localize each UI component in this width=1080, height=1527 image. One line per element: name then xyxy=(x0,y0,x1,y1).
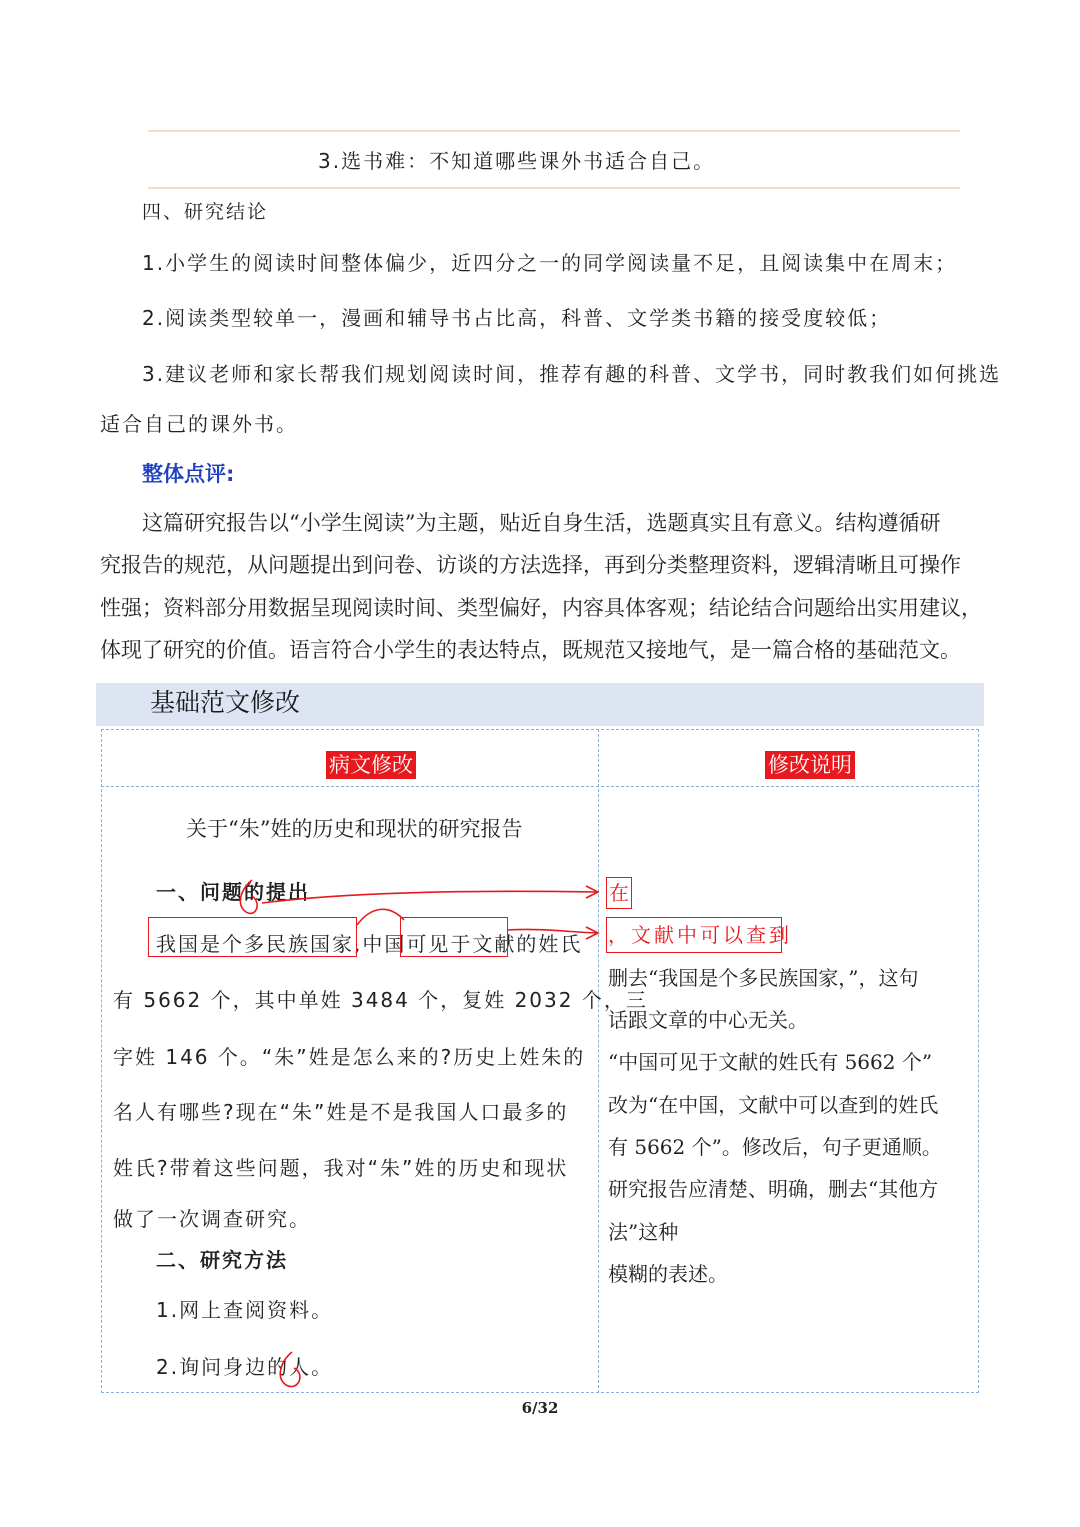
note-line: 有 5662 个”。修改后，句子更通顺。 xyxy=(608,1135,942,1159)
review-line: 这篇研究报告以“小学生阅读”为主题，贴近自身生活，选题真实且有意义。结构遵循研 xyxy=(142,511,941,535)
essay-line: 姓氏?带着这些问题，我对“朱”姓的历史和现状 xyxy=(113,1156,569,1180)
note-line: 研究报告应清楚、明确，删去“其他方 xyxy=(608,1177,939,1201)
essay-line: 有 5662 个，其中单姓 3484 个，复姓 2032 个，三 xyxy=(113,988,648,1012)
conclusion-item: 1.小学生的阅读时间整体偏少，近四分之一的同学阅读量不足，且阅读集中在周末； xyxy=(142,251,958,275)
note-line: 法”这种 xyxy=(608,1220,679,1244)
review-line: 体现了研究的价值。语言符合小学生的表达特点，既规范又接地气，是一篇合格的基础范文。 xyxy=(100,638,961,662)
note-line: 话跟文章的中心无关。 xyxy=(608,1008,808,1032)
left-column-header: 病文修改 xyxy=(326,751,416,779)
link-curve xyxy=(357,909,404,925)
correction-squiggle xyxy=(280,1352,300,1387)
method-item: 2.询问身边的人。 xyxy=(156,1355,334,1379)
difficulty-item: 3.选书难：不知道哪些课外书适合自己。 xyxy=(318,149,716,173)
insert-arrow xyxy=(262,891,596,903)
right-column-header: 修改说明 xyxy=(765,751,855,779)
replacement-text: ，文献中可以查到 xyxy=(608,923,792,947)
page-number: 6/32 xyxy=(521,1399,559,1417)
insert-text: 在 xyxy=(609,881,632,905)
review-line: 究报告的规范，从问题提出到问卷、访谈的方法选择，再到分类整理资料，逻辑清晰且可操作 xyxy=(100,553,961,577)
conclusion-heading: 四、研究结论 xyxy=(142,201,269,223)
essay-line: 我国是个多民族国家,中国可见于文献的姓氏 xyxy=(156,932,583,956)
essay-title: 关于“朱”姓的历史和现状的研究报告 xyxy=(186,817,523,841)
delete-squiggle xyxy=(240,880,257,913)
method-item: 1.网上查阅资料。 xyxy=(156,1298,334,1322)
review-line: 性强；资料部分用数据呈现阅读时间、类型偏好，内容具体客观；结论结合问题给出实用建议， xyxy=(100,596,982,620)
review-heading: 整体点评: xyxy=(142,462,235,486)
note-line: 删去“我国是个多民族国家，”，这句 xyxy=(608,966,919,990)
conclusion-item: 适合自己的课外书。 xyxy=(100,412,298,436)
section-title: 基础范文修改 xyxy=(150,688,301,717)
note-line: “中国可见于文献的姓氏有 5662 个” xyxy=(608,1050,933,1074)
essay-line: 做了一次调查研究。 xyxy=(113,1207,311,1231)
conclusion-item: 2.阅读类型较单一，漫画和辅导书占比高，科普、文学类书籍的接受度较低； xyxy=(142,306,892,330)
essay-heading-2: 二、研究方法 xyxy=(156,1248,288,1272)
replace-arrow xyxy=(508,929,596,933)
essay-line: 字姓 146 个。“朱”姓是怎么来的?历史上姓朱的 xyxy=(113,1045,586,1069)
note-line: 模糊的表述。 xyxy=(608,1262,728,1286)
conclusion-item: 3.建议老师和家长帮我们规划阅读时间，推荐有趣的科普、文学书，同时教我们如何挑选 xyxy=(142,362,1002,386)
essay-heading-1: 一、问题的提出 xyxy=(156,880,310,904)
essay-line: 名人有哪些?现在“朱”姓是不是我国人口最多的 xyxy=(113,1100,569,1124)
note-line: 改为“在中国，文献中可以查到的姓氏 xyxy=(608,1093,939,1117)
